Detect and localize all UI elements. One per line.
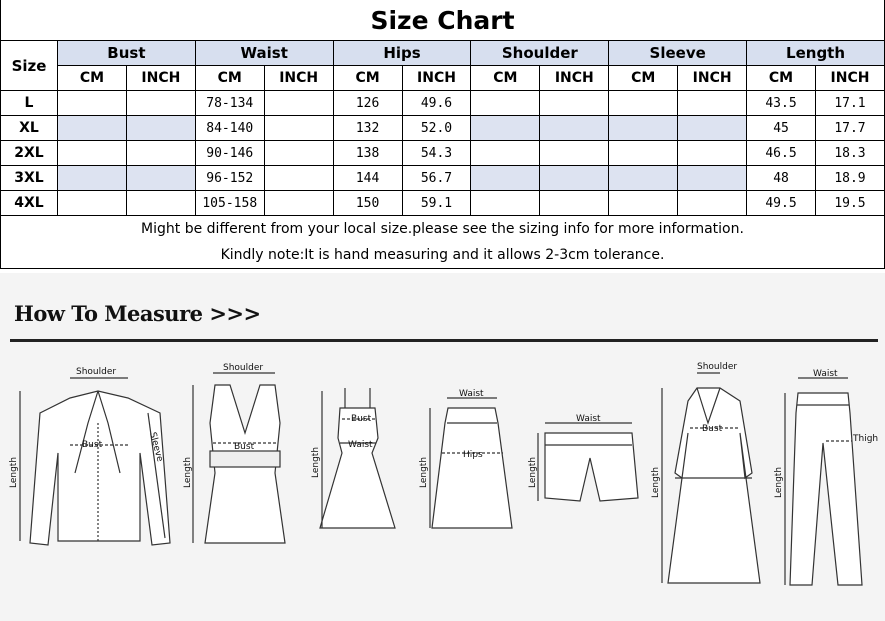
table-cell [609,116,678,141]
label-bust: Bust [351,414,372,424]
table-cell: 45 [747,116,816,141]
table-cell [540,166,609,191]
shorts-diagram [538,423,638,501]
table-cell: 132 [333,116,402,141]
table-cell: 46.5 [747,141,816,166]
unit-cm: CM [195,66,264,91]
blouse-diagram [20,378,170,545]
table-cell [264,141,333,166]
sundress-diagram [320,388,395,528]
table-cell [126,191,195,216]
size-label: 2XL [1,141,58,166]
header-hips: Hips [333,41,471,66]
label-bust: Bust [234,442,255,452]
table-cell: 144 [333,166,402,191]
table-cell [540,191,609,216]
unit-inch: INCH [126,66,195,91]
page-title: Size Chart [1,0,885,41]
size-column-header: Size [1,41,58,91]
table-cell: 78-134 [195,91,264,116]
tolerance-note: Kindly note:It is hand measuring and it allows 2-3cm tolerance. [1,242,885,269]
unit-cm: CM [609,66,678,91]
header-length: Length [747,41,885,66]
how-to-measure-title: How To Measure [14,301,203,326]
label-length: Length [651,466,661,498]
header-bust: Bust [58,41,196,66]
table-cell [540,91,609,116]
unit-inch: INCH [402,66,471,91]
label-length: Length [183,456,193,488]
table-cell: 17.1 [815,91,884,116]
table-cell [58,191,127,216]
table-cell [609,191,678,216]
table-row [1,91,885,116]
triple-arrow-icon: >>> [209,301,261,326]
label-length: Length [9,456,19,488]
unit-cm: CM [58,66,127,91]
table-cell [471,166,540,191]
table-cell [678,91,747,116]
table-cell [264,191,333,216]
table-cell [609,166,678,191]
unit-inch: INCH [264,66,333,91]
table-cell [540,141,609,166]
table-cell [471,191,540,216]
unit-header-row [1,66,885,91]
label-bust: Bust [702,424,723,434]
size-label: 4XL [1,191,58,216]
label-sleeve: Sleeve [147,431,165,463]
table-cell: 90-146 [195,141,264,166]
table-cell: 126 [333,91,402,116]
table-cell [126,141,195,166]
table-cell [471,141,540,166]
table-cell: 54.3 [402,141,471,166]
size-label: 3XL [1,166,58,191]
label-shoulder: Shoulder [76,367,117,377]
table-cell: 96-152 [195,166,264,191]
table-cell [678,166,747,191]
table-row [1,191,885,216]
label-waist: Waist [459,389,484,399]
label-bust: Bust [82,440,103,450]
table-cell: 56.7 [402,166,471,191]
table-cell [126,116,195,141]
label-hips: Hips [463,450,483,460]
table-cell: 59.1 [402,191,471,216]
table-cell: 18.9 [815,166,884,191]
unit-inch: INCH [815,66,884,91]
label-waist: Waist [813,369,838,379]
table-cell: 84-140 [195,116,264,141]
table-cell [58,166,127,191]
table-cell [264,116,333,141]
table-row [1,166,885,191]
label-waist: Waist [576,414,601,424]
table-cell: 49.6 [402,91,471,116]
skirt-diagram [430,398,512,528]
table-cell [264,91,333,116]
garment-diagrams [0,273,885,621]
table-cell: 105-158 [195,191,264,216]
coat-diagram [662,373,760,583]
label-length: Length [774,466,784,498]
size-label: XL [1,116,58,141]
trousers-diagram [785,378,862,585]
table-cell [126,91,195,116]
size-chart-table [0,0,885,269]
table-cell [58,141,127,166]
table-cell [126,166,195,191]
table-cell [609,91,678,116]
size-label: L [1,91,58,116]
label-length: Length [311,446,321,478]
table-cell: 19.5 [815,191,884,216]
label-waist: Waist [348,440,373,450]
table-cell [678,191,747,216]
table-cell [540,116,609,141]
table-row [1,141,885,166]
table-cell [678,141,747,166]
header-sleeve: Sleeve [609,41,747,66]
unit-inch: INCH [540,66,609,91]
table-cell: 43.5 [747,91,816,116]
unit-cm: CM [333,66,402,91]
table-cell [471,91,540,116]
table-cell: 48 [747,166,816,191]
unit-cm: CM [747,66,816,91]
label-length: Length [419,456,429,488]
table-cell [264,166,333,191]
sizing-note: Might be different from your local size.please see the sizing info for more information. [1,216,885,243]
table-cell: 150 [333,191,402,216]
unit-cm: CM [471,66,540,91]
table-cell: 49.5 [747,191,816,216]
label-thigh: Thigh [853,434,879,444]
label-shoulder: Shoulder [697,362,738,372]
table-cell [609,141,678,166]
table-row [1,116,885,141]
table-cell [58,116,127,141]
unit-inch: INCH [678,66,747,91]
table-cell: 138 [333,141,402,166]
header-shoulder: Shoulder [471,41,609,66]
tank-top-diagram [193,373,285,543]
label-length: Length [528,456,538,488]
label-shoulder: Shoulder [223,363,264,373]
table-cell: 18.3 [815,141,884,166]
table-cell [678,116,747,141]
table-cell: 17.7 [815,116,884,141]
size-chart [0,0,885,273]
how-to-measure-section [0,273,885,621]
table-cell [58,91,127,116]
table-cell: 52.0 [402,116,471,141]
table-cell [471,116,540,141]
header-waist: Waist [195,41,333,66]
